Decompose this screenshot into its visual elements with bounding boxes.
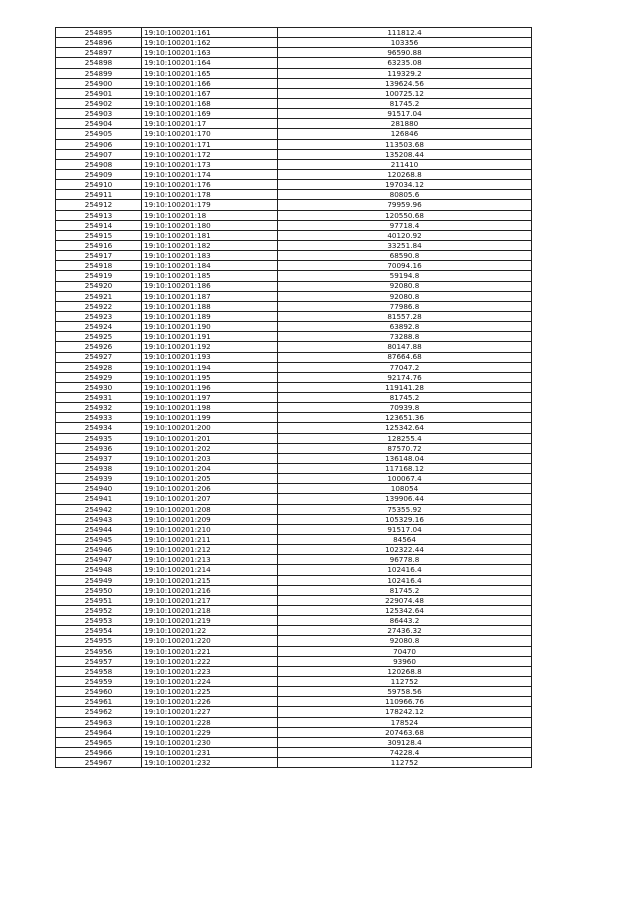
row-id-cell: 254924: [56, 322, 142, 332]
table-row: [56, 382, 532, 392]
row-id-cell: 254950: [56, 585, 142, 595]
row-id-cell: 254947: [56, 555, 142, 565]
cadastral-number-cell: 19:10:100201:210: [142, 524, 278, 534]
cadastral-number-cell: 19:10:100201:199: [142, 413, 278, 423]
cadastral-number-cell: 19:10:100201:22: [142, 626, 278, 636]
cadastral-number-cell: 19:10:100201:185: [142, 271, 278, 281]
row-id-cell: 254925: [56, 332, 142, 342]
value-cell: 100725.12: [278, 88, 532, 98]
value-cell: 113503.68: [278, 139, 532, 149]
table-row: [56, 251, 532, 261]
cadastral-number-cell: 19:10:100201:189: [142, 311, 278, 321]
value-cell: 229074.48: [278, 595, 532, 605]
value-cell: 40120.92: [278, 230, 532, 240]
table-row: [56, 433, 532, 443]
value-cell: 105329.16: [278, 514, 532, 524]
table-row: [56, 687, 532, 697]
row-id-cell: 254927: [56, 352, 142, 362]
table-row: [56, 190, 532, 200]
value-cell: 178524: [278, 717, 532, 727]
row-id-cell: 254912: [56, 200, 142, 210]
cadastral-number-cell: 19:10:100201:17: [142, 119, 278, 129]
row-id-cell: 254963: [56, 717, 142, 727]
row-id-cell: 254928: [56, 362, 142, 372]
row-id-cell: 254914: [56, 220, 142, 230]
table-row: [56, 494, 532, 504]
row-id-cell: 254905: [56, 129, 142, 139]
value-cell: 100067.4: [278, 474, 532, 484]
cadastral-number-cell: 19:10:100201:205: [142, 474, 278, 484]
cadastral-number-cell: 19:10:100201:181: [142, 230, 278, 240]
cadastral-number-cell: 19:10:100201:18: [142, 210, 278, 220]
cadastral-number-cell: 19:10:100201:202: [142, 443, 278, 453]
row-id-cell: 254913: [56, 210, 142, 220]
table-row: [56, 220, 532, 230]
table-row: [56, 464, 532, 474]
cadastral-number-cell: 19:10:100201:211: [142, 535, 278, 545]
cadastral-number-cell: 19:10:100201:169: [142, 109, 278, 119]
value-cell: 92080.8: [278, 636, 532, 646]
row-id-cell: 254952: [56, 606, 142, 616]
cadastral-number-cell: 19:10:100201:201: [142, 433, 278, 443]
row-id-cell: 254898: [56, 58, 142, 68]
row-id-cell: 254943: [56, 514, 142, 524]
value-cell: 59194.8: [278, 271, 532, 281]
row-id-cell: 254959: [56, 677, 142, 687]
value-cell: 135208.44: [278, 149, 532, 159]
row-id-cell: 254926: [56, 342, 142, 352]
cadastral-number-cell: 19:10:100201:161: [142, 28, 278, 38]
row-id-cell: 254922: [56, 301, 142, 311]
cadastral-number-cell: 19:10:100201:176: [142, 180, 278, 190]
value-cell: 126846: [278, 129, 532, 139]
row-id-cell: 254946: [56, 545, 142, 555]
value-cell: 74228.4: [278, 747, 532, 757]
row-id-cell: 254916: [56, 240, 142, 250]
row-id-cell: 254939: [56, 474, 142, 484]
row-id-cell: 254964: [56, 727, 142, 737]
row-id-cell: 254957: [56, 656, 142, 666]
row-id-cell: 254940: [56, 484, 142, 494]
table-row: [56, 535, 532, 545]
row-id-cell: 254966: [56, 747, 142, 757]
table-row: [56, 758, 532, 768]
cadastral-number-cell: 19:10:100201:190: [142, 322, 278, 332]
cadastral-number-cell: 19:10:100201:194: [142, 362, 278, 372]
table-row: [56, 261, 532, 271]
row-id-cell: 254951: [56, 595, 142, 605]
cadastral-number-cell: 19:10:100201:162: [142, 38, 278, 48]
table-row: [56, 677, 532, 687]
value-cell: 111812.4: [278, 28, 532, 38]
value-cell: 139624.56: [278, 78, 532, 88]
cadastral-number-cell: 19:10:100201:186: [142, 281, 278, 291]
table-row: [56, 129, 532, 139]
table-row: [56, 474, 532, 484]
table-row: [56, 585, 532, 595]
cadastral-number-cell: 19:10:100201:166: [142, 78, 278, 88]
cadastral-number-cell: 19:10:100201:182: [142, 240, 278, 250]
value-cell: 86443.2: [278, 616, 532, 626]
value-cell: 136148.04: [278, 453, 532, 463]
table-row: [56, 737, 532, 747]
table-row: [56, 616, 532, 626]
row-id-cell: 254965: [56, 737, 142, 747]
cadastral-number-cell: 19:10:100201:227: [142, 707, 278, 717]
table-row: [56, 717, 532, 727]
cadastral-number-cell: 19:10:100201:200: [142, 423, 278, 433]
cadastral-number-cell: 19:10:100201:195: [142, 372, 278, 382]
cadastral-number-cell: 19:10:100201:232: [142, 758, 278, 768]
value-cell: 309128.4: [278, 737, 532, 747]
row-id-cell: 254929: [56, 372, 142, 382]
value-cell: 63892.8: [278, 322, 532, 332]
table-row: [56, 88, 532, 98]
row-id-cell: 254942: [56, 504, 142, 514]
value-cell: 120268.8: [278, 169, 532, 179]
value-cell: 70470: [278, 646, 532, 656]
value-cell: 75355.92: [278, 504, 532, 514]
value-cell: 211410: [278, 159, 532, 169]
row-id-cell: 254935: [56, 433, 142, 443]
cadastral-number-cell: 19:10:100201:173: [142, 159, 278, 169]
value-cell: 63235.08: [278, 58, 532, 68]
cadastral-number-cell: 19:10:100201:172: [142, 149, 278, 159]
table-row: [56, 656, 532, 666]
row-id-cell: 254941: [56, 494, 142, 504]
row-id-cell: 254915: [56, 230, 142, 240]
cadastral-number-cell: 19:10:100201:209: [142, 514, 278, 524]
value-cell: 92080.8: [278, 281, 532, 291]
table-row: [56, 453, 532, 463]
table-row: [56, 48, 532, 58]
row-id-cell: 254958: [56, 666, 142, 676]
cadastral-number-cell: 19:10:100201:225: [142, 687, 278, 697]
value-cell: 96590.88: [278, 48, 532, 58]
value-cell: 70094.16: [278, 261, 532, 271]
row-id-cell: 254897: [56, 48, 142, 58]
row-id-cell: 254967: [56, 758, 142, 768]
row-id-cell: 254895: [56, 28, 142, 38]
cadastral-number-cell: 19:10:100201:188: [142, 301, 278, 311]
row-id-cell: 254932: [56, 403, 142, 413]
row-id-cell: 254919: [56, 271, 142, 281]
table-row: [56, 595, 532, 605]
cadastral-number-cell: 19:10:100201:231: [142, 747, 278, 757]
value-cell: 128255.4: [278, 433, 532, 443]
table-row: [56, 514, 532, 524]
cadastral-number-cell: 19:10:100201:167: [142, 88, 278, 98]
value-cell: 68590.8: [278, 251, 532, 261]
value-cell: 96778.8: [278, 555, 532, 565]
cadastral-number-cell: 19:10:100201:168: [142, 98, 278, 108]
table-row: [56, 484, 532, 494]
value-cell: 123651.36: [278, 413, 532, 423]
table-row: [56, 322, 532, 332]
value-cell: 125342.64: [278, 606, 532, 616]
value-cell: 33251.84: [278, 240, 532, 250]
value-cell: 27436.32: [278, 626, 532, 636]
value-cell: 87570.72: [278, 443, 532, 453]
cadastral-number-cell: 19:10:100201:215: [142, 575, 278, 585]
value-cell: 73288.8: [278, 332, 532, 342]
cadastral-number-cell: 19:10:100201:226: [142, 697, 278, 707]
value-cell: 120268.8: [278, 666, 532, 676]
value-cell: 92080.8: [278, 291, 532, 301]
table-row: [56, 393, 532, 403]
cadastral-number-cell: 19:10:100201:207: [142, 494, 278, 504]
table-row: [56, 413, 532, 423]
row-id-cell: 254908: [56, 159, 142, 169]
row-id-cell: 254918: [56, 261, 142, 271]
row-id-cell: 254949: [56, 575, 142, 585]
cadastral-number-cell: 19:10:100201:196: [142, 382, 278, 392]
row-id-cell: 254961: [56, 697, 142, 707]
row-id-cell: 254937: [56, 453, 142, 463]
cadastral-number-cell: 19:10:100201:206: [142, 484, 278, 494]
row-id-cell: 254945: [56, 535, 142, 545]
value-cell: 125342.64: [278, 423, 532, 433]
cadastral-number-cell: 19:10:100201:212: [142, 545, 278, 555]
row-id-cell: 254910: [56, 180, 142, 190]
cadastral-number-cell: 19:10:100201:214: [142, 565, 278, 575]
row-id-cell: 254933: [56, 413, 142, 423]
cadastral-number-cell: 19:10:100201:184: [142, 261, 278, 271]
cadastral-number-cell: 19:10:100201:204: [142, 464, 278, 474]
table-row: [56, 332, 532, 342]
row-id-cell: 254920: [56, 281, 142, 291]
cadastral-number-cell: 19:10:100201:179: [142, 200, 278, 210]
row-id-cell: 254903: [56, 109, 142, 119]
row-id-cell: 254953: [56, 616, 142, 626]
table-row: [56, 342, 532, 352]
value-cell: 70939.8: [278, 403, 532, 413]
value-cell: 91517.04: [278, 109, 532, 119]
cadastral-number-cell: 19:10:100201:183: [142, 251, 278, 261]
row-id-cell: 254930: [56, 382, 142, 392]
row-id-cell: 254931: [56, 393, 142, 403]
table-row: [56, 545, 532, 555]
value-cell: 110966.76: [278, 697, 532, 707]
cadastral-number-cell: 19:10:100201:180: [142, 220, 278, 230]
table-body: [56, 28, 532, 768]
table-row: [56, 281, 532, 291]
cadastral-number-cell: 19:10:100201:219: [142, 616, 278, 626]
cadastral-number-cell: 19:10:100201:220: [142, 636, 278, 646]
value-cell: 103356: [278, 38, 532, 48]
table-row: [56, 311, 532, 321]
cadastral-number-cell: 19:10:100201:165: [142, 68, 278, 78]
cadastral-number-cell: 19:10:100201:164: [142, 58, 278, 68]
data-table: [55, 27, 532, 768]
row-id-cell: 254948: [56, 565, 142, 575]
cadastral-number-cell: 19:10:100201:228: [142, 717, 278, 727]
table-row: [56, 352, 532, 362]
table-row: [56, 98, 532, 108]
row-id-cell: 254944: [56, 524, 142, 534]
cadastral-number-cell: 19:10:100201:191: [142, 332, 278, 342]
row-id-cell: 254921: [56, 291, 142, 301]
value-cell: 77986.8: [278, 301, 532, 311]
value-cell: 80147.88: [278, 342, 532, 352]
table-row: [56, 575, 532, 585]
row-id-cell: 254901: [56, 88, 142, 98]
row-id-cell: 254938: [56, 464, 142, 474]
row-id-cell: 254902: [56, 98, 142, 108]
cadastral-number-cell: 19:10:100201:229: [142, 727, 278, 737]
table-row: [56, 240, 532, 250]
cadastral-number-cell: 19:10:100201:170: [142, 129, 278, 139]
table-row: [56, 606, 532, 616]
value-cell: 197034.12: [278, 180, 532, 190]
table-row: [56, 38, 532, 48]
table-row: [56, 291, 532, 301]
cadastral-number-cell: 19:10:100201:163: [142, 48, 278, 58]
row-id-cell: 254954: [56, 626, 142, 636]
cadastral-number-cell: 19:10:100201:213: [142, 555, 278, 565]
table-row: [56, 109, 532, 119]
cadastral-number-cell: 19:10:100201:203: [142, 453, 278, 463]
table-row: [56, 423, 532, 433]
table-row: [56, 169, 532, 179]
value-cell: 119329.2: [278, 68, 532, 78]
table-row: [56, 362, 532, 372]
row-id-cell: 254900: [56, 78, 142, 88]
row-id-cell: 254899: [56, 68, 142, 78]
table-row: [56, 68, 532, 78]
row-id-cell: 254923: [56, 311, 142, 321]
cadastral-number-cell: 19:10:100201:208: [142, 504, 278, 514]
value-cell: 117168.12: [278, 464, 532, 474]
table-row: [56, 403, 532, 413]
table-row: [56, 271, 532, 281]
table-row: [56, 301, 532, 311]
value-cell: 281880: [278, 119, 532, 129]
value-cell: 108054: [278, 484, 532, 494]
table-row: [56, 149, 532, 159]
table-row: [56, 180, 532, 190]
cadastral-number-cell: 19:10:100201:224: [142, 677, 278, 687]
table-row: [56, 200, 532, 210]
cadastral-number-cell: 19:10:100201:218: [142, 606, 278, 616]
cadastral-number-cell: 19:10:100201:174: [142, 169, 278, 179]
cadastral-number-cell: 19:10:100201:197: [142, 393, 278, 403]
value-cell: 139906.44: [278, 494, 532, 504]
value-cell: 81745.2: [278, 98, 532, 108]
cadastral-number-cell: 19:10:100201:221: [142, 646, 278, 656]
table-row: [56, 555, 532, 565]
row-id-cell: 254936: [56, 443, 142, 453]
table-row: [56, 707, 532, 717]
table-row: [56, 666, 532, 676]
table-row: [56, 504, 532, 514]
row-id-cell: 254907: [56, 149, 142, 159]
table-row: [56, 58, 532, 68]
value-cell: 93960: [278, 656, 532, 666]
value-cell: 81745.2: [278, 393, 532, 403]
row-id-cell: 254934: [56, 423, 142, 433]
row-id-cell: 254906: [56, 139, 142, 149]
value-cell: 59758.56: [278, 687, 532, 697]
value-cell: 77047.2: [278, 362, 532, 372]
table-row: [56, 727, 532, 737]
value-cell: 87664.68: [278, 352, 532, 362]
row-id-cell: 254956: [56, 646, 142, 656]
cadastral-number-cell: 19:10:100201:217: [142, 595, 278, 605]
value-cell: 84564: [278, 535, 532, 545]
table-row: [56, 119, 532, 129]
value-cell: 102416.4: [278, 565, 532, 575]
table-row: [56, 524, 532, 534]
cadastral-number-cell: 19:10:100201:192: [142, 342, 278, 352]
value-cell: 91517.04: [278, 524, 532, 534]
row-id-cell: 254917: [56, 251, 142, 261]
table-row: [56, 443, 532, 453]
row-id-cell: 254960: [56, 687, 142, 697]
table-row: [56, 372, 532, 382]
value-cell: 80805.6: [278, 190, 532, 200]
table-row: [56, 747, 532, 757]
value-cell: 120550.68: [278, 210, 532, 220]
row-id-cell: 254909: [56, 169, 142, 179]
value-cell: 81557.28: [278, 311, 532, 321]
value-cell: 92174.76: [278, 372, 532, 382]
value-cell: 178242.12: [278, 707, 532, 717]
value-cell: 119141.28: [278, 382, 532, 392]
value-cell: 102416.4: [278, 575, 532, 585]
cadastral-number-cell: 19:10:100201:223: [142, 666, 278, 676]
row-id-cell: 254904: [56, 119, 142, 129]
table-row: [56, 636, 532, 646]
cadastral-number-cell: 19:10:100201:216: [142, 585, 278, 595]
cadastral-number-cell: 19:10:100201:171: [142, 139, 278, 149]
row-id-cell: 254962: [56, 707, 142, 717]
value-cell: 81745.2: [278, 585, 532, 595]
value-cell: 97718.4: [278, 220, 532, 230]
cadastral-number-cell: 19:10:100201:230: [142, 737, 278, 747]
table-row: [56, 28, 532, 38]
table-row: [56, 626, 532, 636]
cadastral-number-cell: 19:10:100201:187: [142, 291, 278, 301]
cadastral-number-cell: 19:10:100201:222: [142, 656, 278, 666]
value-cell: 112752: [278, 758, 532, 768]
row-id-cell: 254955: [56, 636, 142, 646]
row-id-cell: 254896: [56, 38, 142, 48]
cadastral-number-cell: 19:10:100201:178: [142, 190, 278, 200]
table-row: [56, 646, 532, 656]
table-row: [56, 565, 532, 575]
value-cell: 112752: [278, 677, 532, 687]
table-row: [56, 697, 532, 707]
value-cell: 79959.96: [278, 200, 532, 210]
table-row: [56, 78, 532, 88]
table-row: [56, 139, 532, 149]
table-row: [56, 210, 532, 220]
row-id-cell: 254911: [56, 190, 142, 200]
value-cell: 102322.44: [278, 545, 532, 555]
table-row: [56, 159, 532, 169]
cadastral-number-cell: 19:10:100201:193: [142, 352, 278, 362]
cadastral-number-cell: 19:10:100201:198: [142, 403, 278, 413]
table-row: [56, 230, 532, 240]
value-cell: 207463.68: [278, 727, 532, 737]
